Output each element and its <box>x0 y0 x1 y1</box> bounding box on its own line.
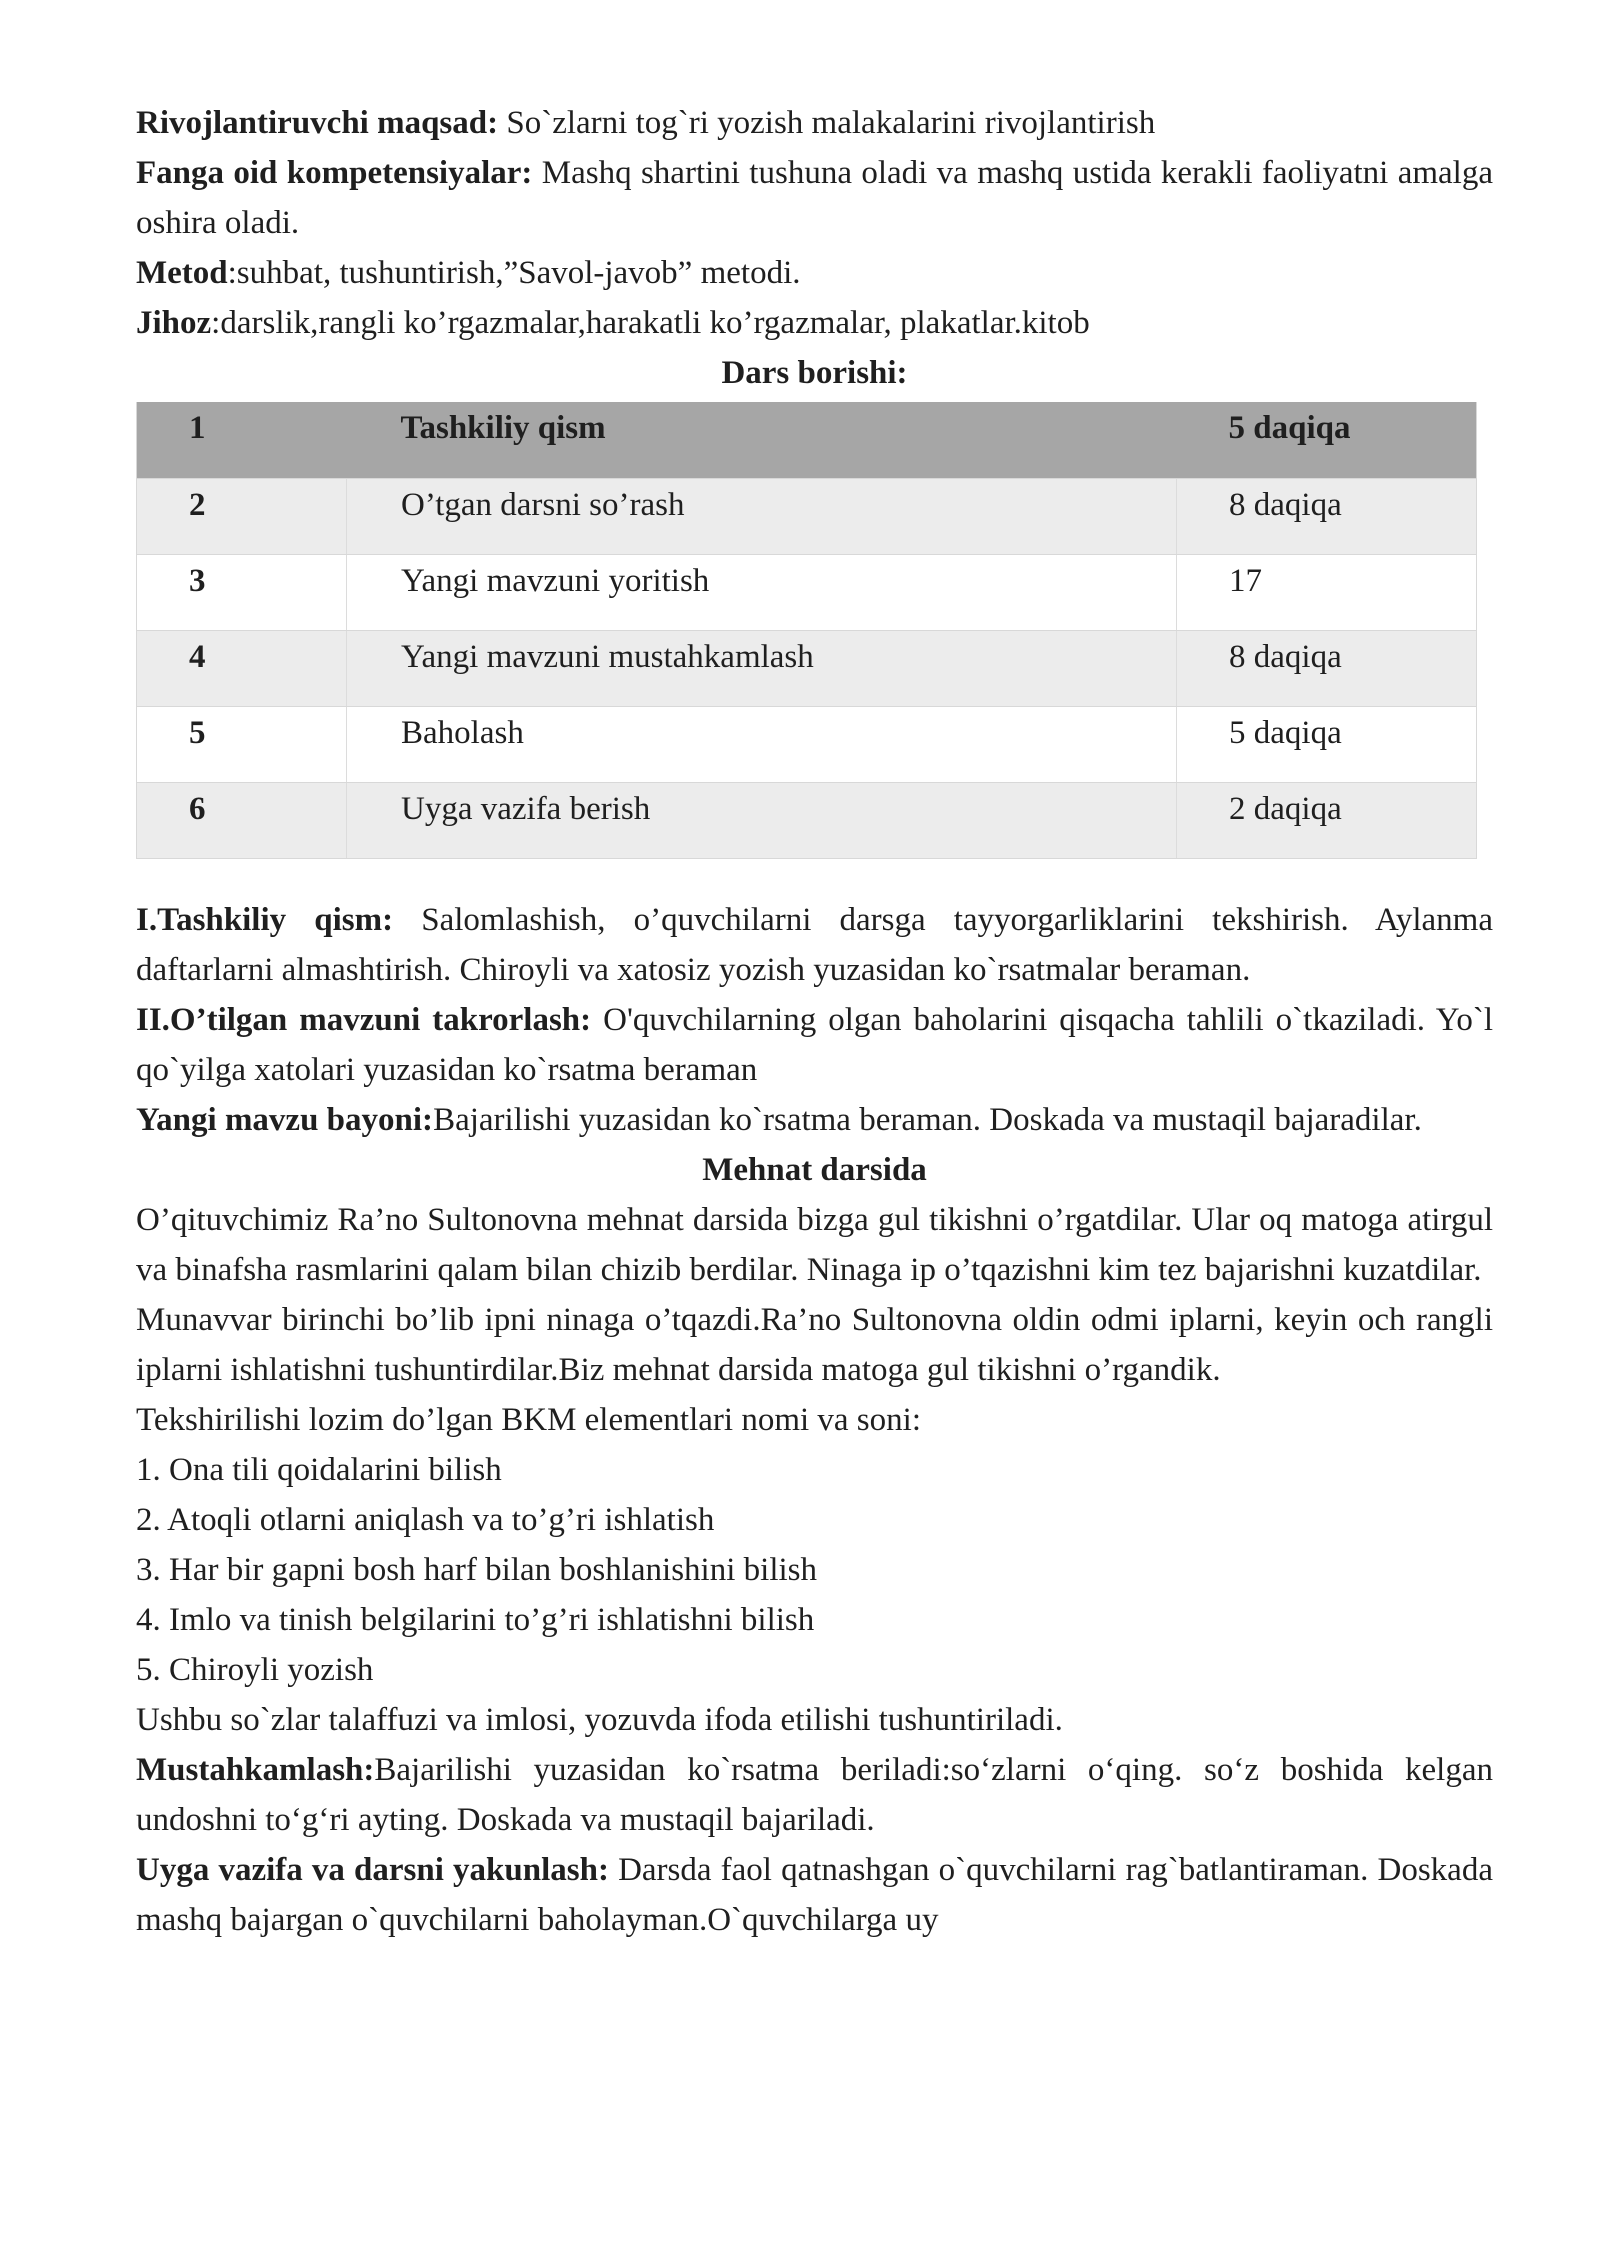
consolidation-section <box>136 1745 1493 1845</box>
competency-label: Fanga oid kompetensiyalar: <box>136 155 533 191</box>
step-duration: 8 daqiqa <box>1177 478 1477 554</box>
step-number: 6 <box>137 782 347 858</box>
step-number: 4 <box>137 630 347 706</box>
method-paragraph <box>136 248 1493 298</box>
step-number: 2 <box>137 478 347 554</box>
section-text: Bajarilishi yuzasidan ko`rsatma beriladi:so‘zlarni o‘qing. so‘z boshida kelgan undoshni to‘g‘ri ayting. Doskada va mustaqil bajariladi. <box>136 1751 1493 1838</box>
list-item: 2. Atoqli otlarni aniqlash va to’g’ri ishlatish <box>136 1501 715 1538</box>
table-row <box>137 630 1477 706</box>
goal-label: Rivojlantiruvchi maqsad: <box>136 105 499 141</box>
step-name: Tashkiliy qism <box>347 402 1177 478</box>
document-page <box>136 98 1493 1945</box>
step-name: Yangi mavzuni mustahkamlash <box>347 630 1177 706</box>
section-text: Darsda faol qatnashgan o`quvchilarni rag`batlantiraman. Doskada mashq bajargan o`quvchilarni baholayman.O`quvchilarga uy <box>136 1851 1493 1938</box>
section-text: Bajarilishi yuzasidan ko`rsatma beraman. Doskada va mustaqil bajaradilar. <box>433 1101 1422 1138</box>
lesson-plan-title: Dars borishi: <box>721 355 908 391</box>
table-row <box>137 782 1477 858</box>
table-row <box>137 402 1477 478</box>
list-item: 5. Chiroyli yozish <box>136 1651 374 1688</box>
step-duration: 17 <box>1177 554 1477 630</box>
list-item: 1. Ona tili qoidalarini bilish <box>136 1451 502 1488</box>
section-text: Salomlashish, o’quvchilarni darsga tayyorgarliklarini tekshirish. Aylanma daftarlarni almashtirish. Chiroyli va xatosiz yozish yuzasidan ko`rsatmalar beraman. <box>136 901 1493 988</box>
step-duration: 8 daqiqa <box>1177 630 1477 706</box>
table-row <box>137 554 1477 630</box>
competency-text: Mashq shartini tushuna oladi va mashq ustida kerakli faoliyatni amalga oshira oladi. <box>136 155 1493 241</box>
step-duration: 2 daqiqa <box>1177 782 1477 858</box>
section-label: Yangi mavzu bayoni: <box>136 1101 434 1138</box>
homework-section <box>136 1845 1493 1945</box>
explain-line: Ushbu so`zlar talaffuzi va imlosi, yozuvda ifoda etilishi tushuntiriladi. <box>136 1701 1063 1738</box>
section-label: II.O’tilgan mavzuni takrorlash: <box>136 1001 592 1038</box>
story-title: Mehnat darsida <box>702 1151 927 1188</box>
new-topic-section <box>136 1095 1493 1145</box>
step-duration: 5 daqiqa <box>1177 402 1477 478</box>
section-label: Uyga vazifa va darsni yakunlash: <box>136 1851 609 1888</box>
section-label: Mustahkamlash: <box>136 1751 375 1788</box>
step-number: 1 <box>137 402 347 478</box>
goal-paragraph <box>136 98 1493 148</box>
story-paragraph: O’qituvchimiz Ra’no Sultonovna mehnat darsida bizga gul tikishni o’rgatdilar. Ular oq matoga atirgul va binafsha rasmlarini qalam bilan chizib berdilar. Ninaga ip o’tqazishni kim tez bajarishni kuzatdilar. <box>136 1201 1493 1288</box>
section-text: O'quvchilarning olgan baholarini qisqacha tahlili o`tkaziladi. Yo`l qo`yilga xatolari yuzasidan ko`rsatma beraman <box>136 1001 1493 1088</box>
lesson-plan-table <box>136 402 1477 859</box>
organizational-section <box>136 895 1493 995</box>
equipment-label: Jihoz <box>136 305 212 341</box>
method-text: :suhbat, tushuntirish,”Savol-javob” metodi. <box>227 255 801 291</box>
step-number: 5 <box>137 706 347 782</box>
table-row <box>137 478 1477 554</box>
step-duration: 5 daqiqa <box>1177 706 1477 782</box>
step-name: Baholash <box>347 706 1177 782</box>
step-name: Uyga vazifa berish <box>347 782 1177 858</box>
list-item: 4. Imlo va tinish belgilarini to’g’ri ishlatishni bilish <box>136 1601 815 1638</box>
table-row <box>137 706 1477 782</box>
story-paragraph: Munavvar birinchi bo’lib ipni ninaga o’tqazdi.Ra’no Sultonovna oldin odmi iplarni, keyin och rangli iplarni ishlatishni tushuntirdilar.Biz mehnat darsida matoga gul tikishni o’rgandik. <box>136 1301 1493 1388</box>
review-section <box>136 995 1493 1095</box>
method-label: Metod <box>136 255 228 291</box>
goal-text: So`zlarni tog`ri yozish malakalarini rivojlantirish <box>498 105 1156 141</box>
step-name: O’tgan darsni so’rash <box>347 478 1177 554</box>
equipment-text: :darslik,rangli ko’rgazmalar,harakatli ko’rgazmalar, plakatlar.kitob <box>211 305 1090 341</box>
bkm-title: Tekshirilishi lozim do’lgan BKM elementlari nomi va soni: <box>136 1401 921 1438</box>
equipment-paragraph <box>136 298 1493 348</box>
step-name: Yangi mavzuni yoritish <box>347 554 1177 630</box>
competency-paragraph <box>136 148 1493 248</box>
section-label: I.Tashkiliy qism: <box>136 901 394 938</box>
list-item: 3. Har bir gapni bosh harf bilan boshlanishini bilish <box>136 1551 817 1588</box>
step-number: 3 <box>137 554 347 630</box>
